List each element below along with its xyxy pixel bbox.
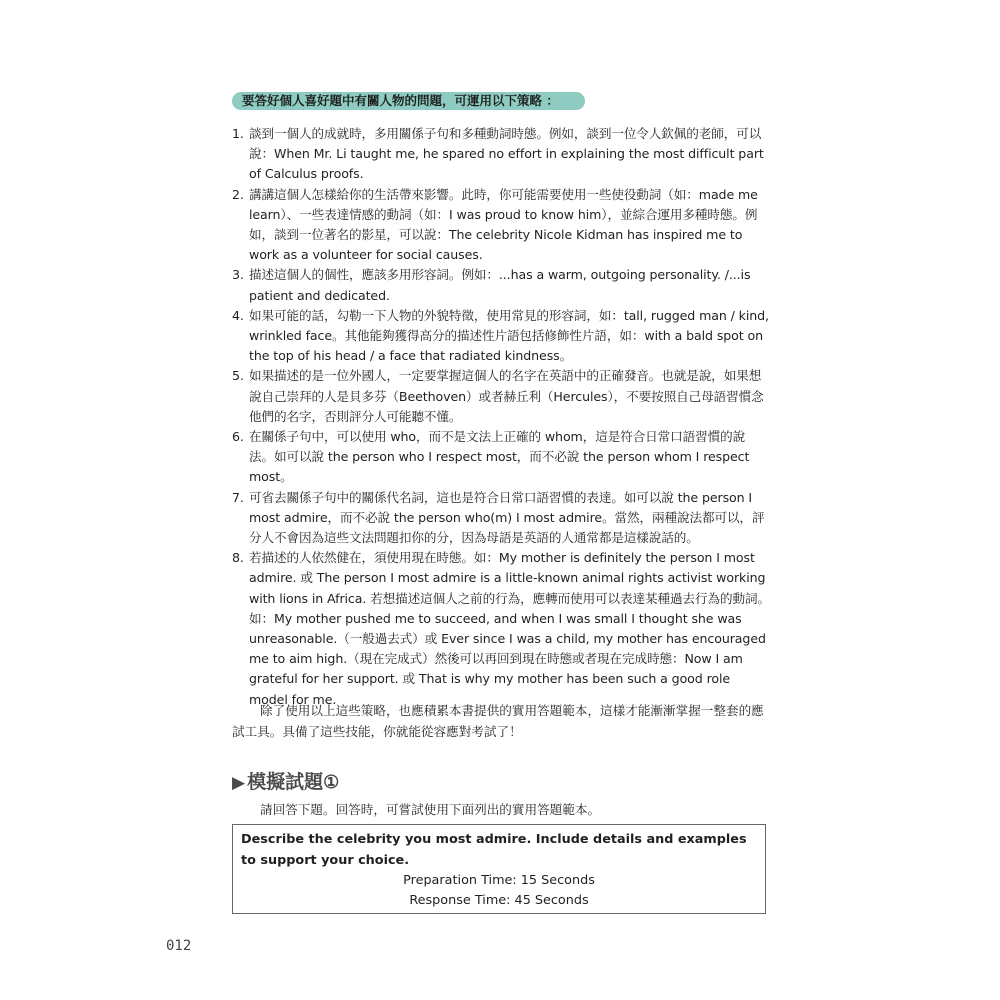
- preparation-time: Preparation Time: 15 Seconds: [403, 873, 595, 888]
- section-title-text: 模擬試題: [247, 771, 324, 793]
- strategy-header-band: [232, 92, 585, 110]
- strategy-number: 5.: [232, 368, 244, 384]
- strategy-text: 講講這個人怎樣給你的生活帶來影響。此時，你可能需要使用一些使役動詞（如：made me learn）、一些表達情感的動詞（如：I was proud to know him），並綜合運用多種時態。例如，談到一位著名的影星，可以說：The celebrity Nicole Kidman has inspired me to work as a volunteer for social causes.: [249, 186, 758, 263]
- closing-paragraph: 除了使用以上這些策略，也應積累本書提供的實用答題範本，這樣才能漸漸掌握一整套的應試工具。具備了這些技能，你就能從容應對考試了！: [232, 703, 764, 739]
- strategy-number: 6.: [232, 429, 244, 445]
- strategy-item: [232, 488, 770, 549]
- section-number: ①: [323, 772, 340, 793]
- strategy-text: 談到一個人的成就時，多用關係子句和多種動詞時態。例如，談到一位令人欽佩的老師，可以說：When Mr. Li taught me, he spared no effort in explaining the most difficult part of Calculus proofs.: [249, 126, 764, 182]
- strategy-text: 描述這個人的個性，應該多用形容詞。例如：...has a warm, outgoing personality. /...is patient and dedicated.: [249, 267, 751, 303]
- strategy-item: [232, 185, 770, 266]
- question-box: [232, 824, 766, 914]
- strategy-text: 如果描述的是一位外國人，一定要掌握這個人的名字在英語中的正確發音。也就是說，如果想說自己崇拜的人是貝多芬（Beethoven）或者赫丘利（Hercules），不要按照自己母語習慣念他們的名字，否則評分人可能聽不懂。: [249, 368, 764, 424]
- strategy-item: [232, 306, 770, 367]
- triangle-marker-icon: ▶: [232, 773, 246, 793]
- question-prompt: Describe the celebrity you most admire. Include details and examples to support your choice.: [241, 832, 747, 868]
- strategy-text: 在關係子句中，可以使用 who，而不是文法上正確的 whom，這是符合日常口語習慣的說法。如可以說 the person who I respect most，而不必說 the person whom I respect most。: [249, 429, 750, 485]
- strategy-item: [232, 548, 770, 710]
- strategy-number: 2.: [232, 186, 244, 202]
- strategy-number: 3.: [232, 267, 244, 283]
- strategy-item: [232, 124, 770, 185]
- strategy-text: 可省去關係子句中的關係代名詞，這也是符合日常口語習慣的表達。如可以說 the person I most admire，而不必說 the person who(m) I most admire。當然，兩種說法都可以，評分人不會因為這些文法問題扣你的分，因為母語是英語的人通常都是這樣說話的。: [249, 489, 765, 546]
- section-instruction: 請回答下題。回答時，可嘗試使用下面列出的實用答題範本。: [260, 802, 601, 817]
- strategy-text: 如果可能的話，勾勒一下人物的外貌特徵，使用常見的形容詞，如：tall, rugged man / kind, wrinkled face。其他能夠獲得高分的描述性片語包括修飾性片語，如：with a bald spot on the top of his head / a face that radiated kindness。: [249, 307, 769, 364]
- strategy-item: [232, 427, 770, 488]
- strategy-number: 7.: [232, 489, 244, 505]
- page-number: 012: [166, 938, 192, 954]
- strategy-item: [232, 265, 770, 305]
- section-title: [232, 767, 339, 794]
- strategy-number: 1.: [232, 126, 244, 141]
- strategy-item: [232, 366, 770, 427]
- strategy-text: 若描述的人依然健在，須使用現在時態。如：My mother is definitely the person I most admire. 或 The person I most admire is a little-known animal rights activist working with lions in Africa. 若想描述這個人之前的行為，應轉而使用可以表達某種過去行為的動詞。如：My mother pushed me to succeed, and when I was small I thought she was unreasonable.（一般過去式）或 Ever since I was a child, my mother has encouraged me to aim high.（現在完成式）然後可以再回到現在時態或者現在完成時態：Now I am grateful for her support. 或 That is why my mother has been such a good role model for me.: [249, 550, 770, 707]
- strategy-list: [232, 124, 770, 710]
- strategy-header-title: 要答好個人喜好題中有關人物的問題，可運用以下策略 ：: [242, 93, 559, 108]
- response-time: Response Time: 45 Seconds: [409, 893, 589, 908]
- strategy-number: 8.: [232, 550, 244, 566]
- strategy-number: 4.: [232, 307, 244, 323]
